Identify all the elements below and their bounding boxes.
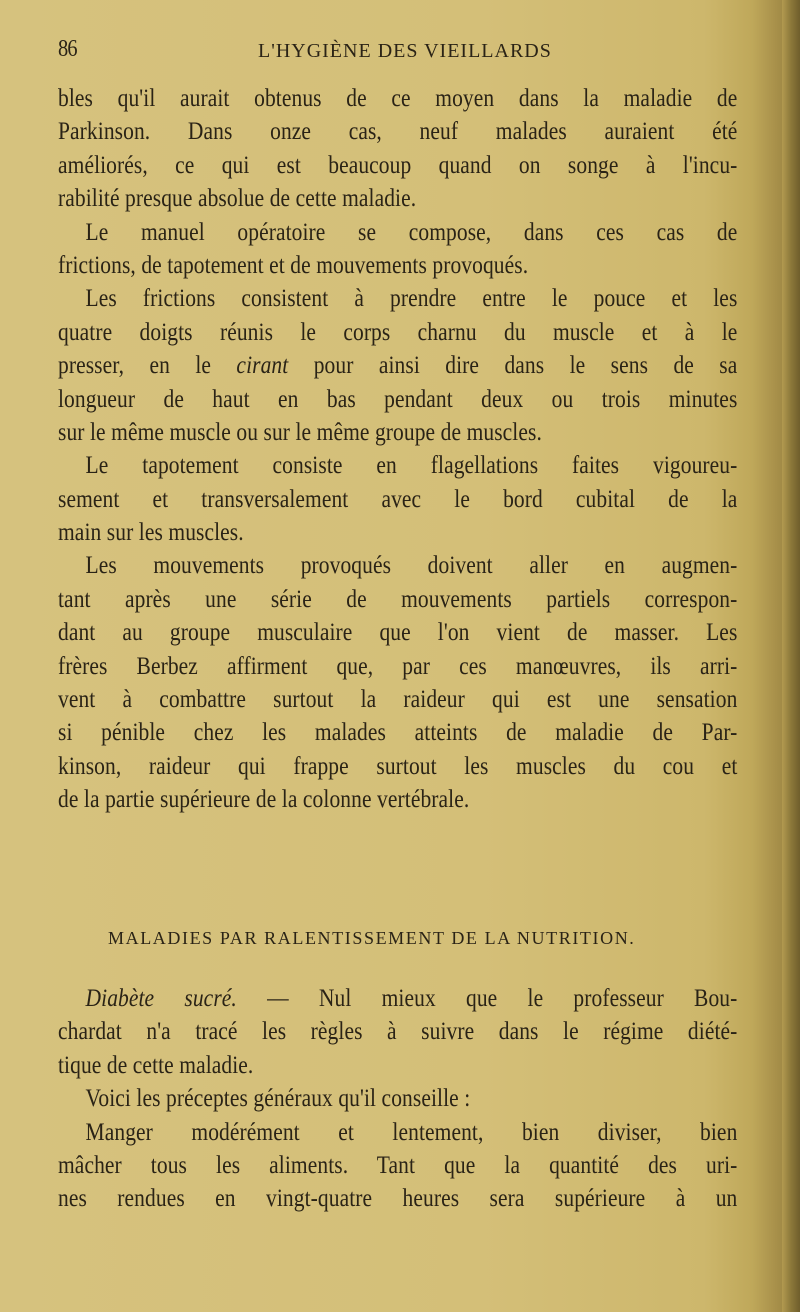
text-line: mâcher tous les aliments. Tant que la quantité des uri-	[58, 1151, 738, 1179]
body-text	[58, 82, 738, 817]
italic-lead: Diabète sucré.	[85, 985, 237, 1012]
text-line: bles qu'il aurait obtenus de ce moyen dans la maladie de	[58, 85, 738, 112]
italic-word: cirant	[236, 352, 289, 380]
section-heading: MALADIES PAR RALENTISSEMENT DE LA NUTRITION.	[108, 928, 636, 948]
text-line: dant au groupe musculaire que l'on vient de masser. Les	[58, 619, 738, 647]
text-line: quatre doigts réunis le corps charnu du muscle et à le	[58, 318, 738, 346]
page-header	[58, 36, 738, 66]
text-line-lead	[58, 982, 737, 1015]
text-line: nes rendues en vingt-quatre heures sera supérieure à un	[58, 1185, 738, 1213]
text-line: vent à combattre surtout la raideur qui est une sensation	[58, 686, 738, 714]
running-title: L'HYGIÈNE DES VIEILLARDS	[258, 40, 552, 62]
text-line: chardat n'a tracé les règles à suivre dans le régime diété-	[58, 1018, 738, 1046]
text-line: Les mouvements provoqués doivent aller en augmen-	[85, 552, 738, 580]
text-line: sur le même muscle ou sur le même groupe de muscles.	[58, 418, 542, 446]
text-line: Manger modérément et lentement, bien diviser, bien	[85, 1118, 738, 1146]
page-edge	[782, 0, 800, 1312]
text-line: sement et transversalement avec le bord cubital de la	[58, 485, 738, 513]
text-line: de la partie supérieure de la colonne vertébrale.	[58, 786, 470, 814]
text-line: tant après une série de mouvements partiels correspon-	[58, 585, 738, 613]
section-body-text	[58, 982, 738, 1216]
text-line: Le manuel opératoire se compose, dans ces cas de	[85, 218, 738, 246]
page-number: 86	[58, 36, 77, 62]
text-line-with-italic	[58, 349, 737, 382]
text-line: tique de cette maladie.	[58, 1051, 254, 1079]
text-line: Voici les préceptes généraux qu'il conseille :	[85, 1085, 471, 1113]
text-line: kinson, raideur qui frappe surtout les muscles du cou et	[58, 752, 738, 780]
text-line: si pénible chez les malades atteints de maladie de Par-	[58, 719, 738, 747]
text-line: main sur les muscles.	[58, 519, 244, 547]
text-line: Parkinson. Dans onze cas, neuf malades auraient été	[58, 118, 738, 146]
text-span: presser, en le	[58, 352, 237, 380]
lead-rest: — Nul mieux que le professeur Bou-	[236, 985, 738, 1012]
text-line: frictions, de tapotement et de mouvements provoqués.	[58, 251, 529, 279]
text-line: rabilité presque absolue de cette maladie.	[58, 185, 417, 213]
text-line: améliorés, ce qui est beaucoup quand on songe à l'incu-	[58, 151, 738, 179]
text-span: pour ainsi dire dans le sens de sa	[288, 352, 738, 380]
text-line: frères Berbez affirment que, par ces manœuvres, ils arri-	[58, 652, 738, 680]
text-line: Les frictions consistent à prendre entre le pouce et les	[85, 285, 738, 313]
text-line: longueur de haut en bas pendant deux ou trois minutes	[58, 385, 738, 413]
text-line: Le tapotement consiste en flagellations faites vigoureu-	[85, 452, 738, 480]
